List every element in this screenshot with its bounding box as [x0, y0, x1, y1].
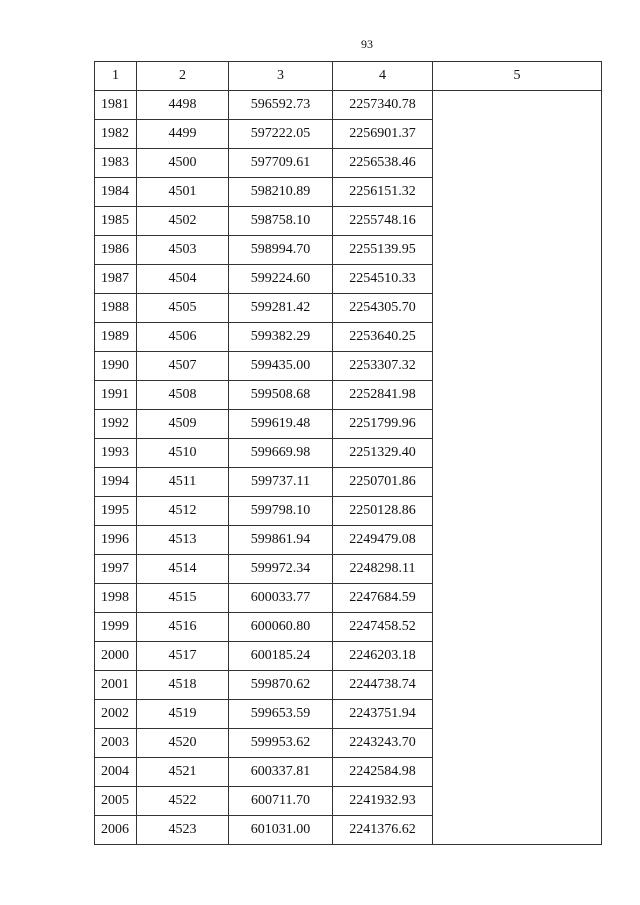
table-cell: 1981	[95, 91, 137, 120]
table-row	[95, 381, 602, 410]
table-cell: 2251799.96	[333, 410, 433, 439]
table-row	[95, 207, 602, 236]
table-cell-empty	[433, 439, 602, 468]
table-cell: 599281.42	[229, 294, 333, 323]
table-cell: 2257340.78	[333, 91, 433, 120]
table-cell: 1984	[95, 178, 137, 207]
table-cell: 4517	[137, 642, 229, 671]
table-cell: 1994	[95, 468, 137, 497]
table-cell: 600185.24	[229, 642, 333, 671]
table-cell-empty	[433, 787, 602, 816]
table-cell: 599798.10	[229, 497, 333, 526]
table-cell: 599870.62	[229, 671, 333, 700]
table-cell: 1991	[95, 381, 137, 410]
table-cell: 600060.80	[229, 613, 333, 642]
table-cell: 1992	[95, 410, 137, 439]
table-cell-empty	[433, 149, 602, 178]
table-cell: 2244738.74	[333, 671, 433, 700]
table-cell: 4516	[137, 613, 229, 642]
table-row	[95, 294, 602, 323]
table-cell: 1989	[95, 323, 137, 352]
table-cell: 4512	[137, 497, 229, 526]
table-cell: 2247458.52	[333, 613, 433, 642]
table-cell-empty	[433, 91, 602, 120]
table-cell: 4509	[137, 410, 229, 439]
table-row	[95, 526, 602, 555]
table-cell: 2248298.11	[333, 555, 433, 584]
table-cell: 1998	[95, 584, 137, 613]
table-cell: 2000	[95, 642, 137, 671]
table-cell-empty	[433, 729, 602, 758]
table-cell: 2243751.94	[333, 700, 433, 729]
table-cell: 599737.11	[229, 468, 333, 497]
table-cell: 601031.00	[229, 816, 333, 845]
table-cell: 599435.00	[229, 352, 333, 381]
table-row	[95, 555, 602, 584]
table-cell: 2252841.98	[333, 381, 433, 410]
table-cell: 2241932.93	[333, 787, 433, 816]
table-cell: 1995	[95, 497, 137, 526]
table-cell: 4523	[137, 816, 229, 845]
table-cell: 4508	[137, 381, 229, 410]
table-cell: 2256538.46	[333, 149, 433, 178]
table-cell: 2251329.40	[333, 439, 433, 468]
table-cell: 2247684.59	[333, 584, 433, 613]
table-cell: 4505	[137, 294, 229, 323]
table-cell-empty	[433, 700, 602, 729]
table-cell: 596592.73	[229, 91, 333, 120]
table-cell: 1990	[95, 352, 137, 381]
table-cell: 598210.89	[229, 178, 333, 207]
table-row	[95, 439, 602, 468]
table-cell: 2242584.98	[333, 758, 433, 787]
table-cell: 2250701.86	[333, 468, 433, 497]
table-cell: 598994.70	[229, 236, 333, 265]
page-number: 93	[361, 37, 373, 51]
table-cell: 4503	[137, 236, 229, 265]
table-cell: 1986	[95, 236, 137, 265]
table-cell: 4510	[137, 439, 229, 468]
table-cell: 2241376.62	[333, 816, 433, 845]
table-row	[95, 468, 602, 497]
table-cell: 600337.81	[229, 758, 333, 787]
table-row	[95, 236, 602, 265]
table-cell: 2253307.32	[333, 352, 433, 381]
table-cell: 599953.62	[229, 729, 333, 758]
table-cell-empty	[433, 265, 602, 294]
table-cell: 2006	[95, 816, 137, 845]
table-cell: 4511	[137, 468, 229, 497]
table-row	[95, 700, 602, 729]
table-cell: 4522	[137, 787, 229, 816]
coordinates-table	[94, 61, 602, 845]
table-cell-empty	[433, 410, 602, 439]
table-cell: 4513	[137, 526, 229, 555]
table-cell-empty	[433, 178, 602, 207]
table-row	[95, 120, 602, 149]
table-cell: 600033.77	[229, 584, 333, 613]
table-cell: 1996	[95, 526, 137, 555]
table-cell-empty	[433, 294, 602, 323]
table-cell: 4507	[137, 352, 229, 381]
table-cell: 597222.05	[229, 120, 333, 149]
table-cell: 597709.61	[229, 149, 333, 178]
table-cell: 1997	[95, 555, 137, 584]
table-cell-empty	[433, 120, 602, 149]
column-header: 5	[433, 62, 602, 91]
table-cell: 2246203.18	[333, 642, 433, 671]
table-cell: 2256901.37	[333, 120, 433, 149]
table-cell: 4500	[137, 149, 229, 178]
table-cell: 2243243.70	[333, 729, 433, 758]
table-cell: 599861.94	[229, 526, 333, 555]
table-row	[95, 816, 602, 845]
table-cell: 2249479.08	[333, 526, 433, 555]
table-cell: 2002	[95, 700, 137, 729]
table-cell: 4498	[137, 91, 229, 120]
table-cell-empty	[433, 613, 602, 642]
table-cell: 4502	[137, 207, 229, 236]
table-row	[95, 410, 602, 439]
table-cell: 2001	[95, 671, 137, 700]
table-row	[95, 265, 602, 294]
column-header: 3	[229, 62, 333, 91]
table-cell: 599224.60	[229, 265, 333, 294]
table-cell: 599508.68	[229, 381, 333, 410]
table-cell: 1987	[95, 265, 137, 294]
table-cell: 4501	[137, 178, 229, 207]
table-cell: 4499	[137, 120, 229, 149]
table-cell: 2004	[95, 758, 137, 787]
table-cell-empty	[433, 584, 602, 613]
table-cell-empty	[433, 323, 602, 352]
table-cell: 2250128.86	[333, 497, 433, 526]
table-cell: 2003	[95, 729, 137, 758]
table-row	[95, 613, 602, 642]
table-cell: 598758.10	[229, 207, 333, 236]
table-cell: 599669.98	[229, 439, 333, 468]
table-row	[95, 787, 602, 816]
header-row	[95, 62, 602, 91]
table-cell: 599653.59	[229, 700, 333, 729]
table-row	[95, 729, 602, 758]
table-row	[95, 584, 602, 613]
table-cell-empty	[433, 642, 602, 671]
table-cell: 599382.29	[229, 323, 333, 352]
column-header: 2	[137, 62, 229, 91]
table-cell: 2253640.25	[333, 323, 433, 352]
table-cell: 2254510.33	[333, 265, 433, 294]
table-cell-empty	[433, 758, 602, 787]
table-cell: 2255139.95	[333, 236, 433, 265]
table-cell: 599972.34	[229, 555, 333, 584]
table-cell-empty	[433, 352, 602, 381]
table-cell-empty	[433, 468, 602, 497]
table-cell-empty	[433, 555, 602, 584]
table-cell: 599619.48	[229, 410, 333, 439]
table-cell-empty	[433, 497, 602, 526]
table-cell: 4519	[137, 700, 229, 729]
table-cell-empty	[433, 236, 602, 265]
table-cell: 1985	[95, 207, 137, 236]
table-cell-empty	[433, 207, 602, 236]
table-cell-empty	[433, 381, 602, 410]
table-row	[95, 352, 602, 381]
table-cell: 4515	[137, 584, 229, 613]
table-cell: 600711.70	[229, 787, 333, 816]
table-cell: 4518	[137, 671, 229, 700]
table-row	[95, 149, 602, 178]
table-row	[95, 671, 602, 700]
column-header: 4	[333, 62, 433, 91]
column-header: 1	[95, 62, 137, 91]
table-row	[95, 178, 602, 207]
table-cell: 1999	[95, 613, 137, 642]
table-cell: 2005	[95, 787, 137, 816]
table-cell: 4521	[137, 758, 229, 787]
table-row	[95, 323, 602, 352]
table-header	[95, 62, 602, 91]
table-cell: 1983	[95, 149, 137, 178]
table-cell: 4520	[137, 729, 229, 758]
table-cell: 4504	[137, 265, 229, 294]
table-cell: 1993	[95, 439, 137, 468]
table-cell: 4506	[137, 323, 229, 352]
table-row	[95, 758, 602, 787]
table-row	[95, 497, 602, 526]
table-cell: 2254305.70	[333, 294, 433, 323]
table-cell: 4514	[137, 555, 229, 584]
table-cell: 2256151.32	[333, 178, 433, 207]
table-cell-empty	[433, 526, 602, 555]
table-cell: 1982	[95, 120, 137, 149]
table-body	[95, 91, 602, 845]
table-row	[95, 642, 602, 671]
table-row	[95, 91, 602, 120]
table-cell-empty	[433, 816, 602, 845]
table-cell: 2255748.16	[333, 207, 433, 236]
table-cell-empty	[433, 671, 602, 700]
table-cell: 1988	[95, 294, 137, 323]
